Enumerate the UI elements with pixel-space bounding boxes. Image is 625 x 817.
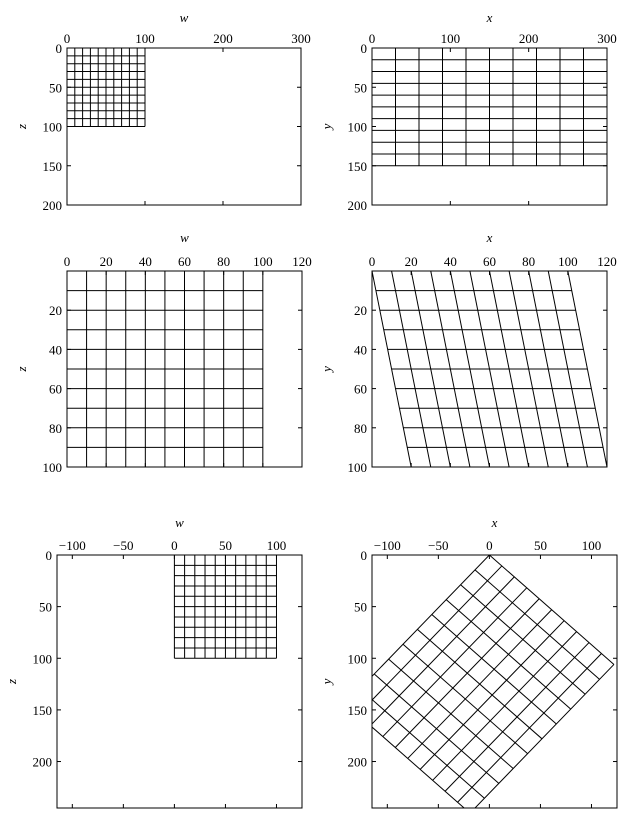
- grid-top-left: [67, 48, 145, 127]
- panel-top-left: [14, 10, 311, 213]
- grid-line-v-6: [403, 644, 528, 753]
- y-axis-label: z: [14, 366, 29, 372]
- y-tick-label: 80: [354, 420, 367, 436]
- x-tick-label: 0: [63, 31, 71, 46]
- y-tick-label: 150: [347, 158, 367, 174]
- x-tick-label: 200: [213, 31, 233, 46]
- x-tick-label: 60: [483, 254, 496, 269]
- y-tick-label: 0: [45, 548, 52, 563]
- y-tick-label: 60: [354, 381, 367, 397]
- panel-title: w: [179, 10, 189, 25]
- grid-top-right: [372, 48, 607, 166]
- grid-middle-right: [372, 271, 607, 467]
- panel-title: w: [175, 515, 184, 530]
- panel-middle-left: [14, 230, 312, 475]
- y-tick-label: 200: [32, 754, 52, 770]
- x-tick-label: 40: [138, 254, 152, 269]
- y-tick-label: 150: [347, 702, 367, 718]
- grid-bottom-right: [345, 555, 613, 813]
- grid-line-v-2: [461, 585, 586, 694]
- x-tick-label: 20: [404, 254, 418, 269]
- x-tick-label: 0: [368, 31, 376, 46]
- y-axis-label: z: [14, 123, 29, 130]
- y-tick-label: 100: [347, 460, 367, 475]
- panel-bottom-left: [4, 515, 302, 808]
- x-tick-label: −50: [428, 538, 449, 553]
- y-tick-label: 80: [49, 420, 62, 436]
- y-tick-label: 200: [42, 198, 62, 213]
- x-tick-label: 80: [522, 254, 536, 269]
- y-tick-label: 50: [354, 599, 367, 615]
- x-tick-label: 40: [443, 254, 457, 269]
- grid-line-v-8: [374, 674, 499, 783]
- x-tick-label: 100: [440, 31, 461, 46]
- grid-bottom-left: [174, 555, 276, 658]
- y-tick-label: 0: [55, 41, 62, 56]
- x-tick-label: 60: [178, 254, 191, 269]
- x-tick-label: 0: [486, 538, 493, 553]
- panel-title: w: [180, 230, 189, 245]
- x-tick-label: 20: [99, 254, 113, 269]
- y-tick-label: 50: [354, 80, 367, 96]
- y-tick-label: 200: [347, 754, 367, 770]
- y-axis-label: y: [319, 123, 334, 130]
- y-tick-label: 20: [49, 303, 62, 319]
- x-tick-label: 100: [253, 254, 273, 269]
- x-tick-label: 0: [171, 538, 178, 553]
- panel-top-right: [319, 10, 617, 213]
- y-axis-label: y: [319, 678, 334, 685]
- grid-line-v-0: [489, 555, 614, 664]
- y-tick-label: 0: [360, 548, 367, 563]
- grid-line-v-7: [389, 659, 514, 768]
- y-tick-label: 50: [39, 599, 52, 615]
- x-tick-label: 50: [218, 538, 232, 553]
- x-tick-label: 100: [135, 31, 155, 46]
- x-tick-label: −100: [58, 538, 86, 553]
- x-tick-label: 0: [63, 254, 71, 269]
- y-axis-label: y: [319, 366, 334, 372]
- x-tick-label: −50: [113, 538, 134, 553]
- y-tick-label: 0: [360, 41, 367, 56]
- y-tick-label: 100: [42, 119, 62, 135]
- grid-line-v-1: [475, 570, 600, 679]
- panel-bottom-right: [319, 515, 617, 813]
- y-tick-label: 40: [354, 342, 367, 358]
- x-tick-label: 100: [266, 538, 287, 553]
- x-tick-label: 80: [217, 254, 231, 269]
- y-tick-label: 20: [354, 303, 367, 319]
- y-tick-label: 100: [347, 651, 367, 667]
- y-tick-label: 50: [49, 80, 62, 96]
- y-axis-label: z: [4, 678, 19, 685]
- x-tick-label: 120: [292, 254, 312, 269]
- y-tick-label: 200: [347, 198, 367, 213]
- x-tick-label: 300: [291, 31, 311, 46]
- y-tick-label: 40: [49, 342, 62, 358]
- grid-line-v-5: [417, 629, 542, 738]
- y-tick-label: 150: [32, 702, 52, 718]
- x-tick-label: 100: [581, 538, 602, 553]
- grid-middle-left: [67, 271, 263, 467]
- frame-bottom-left: [57, 555, 302, 808]
- panel-title: x: [486, 230, 493, 245]
- panel-middle-right: [319, 230, 617, 475]
- grid-line-v-9: [360, 689, 485, 798]
- x-tick-label: 50: [533, 538, 547, 553]
- grid-line-v-4: [432, 614, 557, 723]
- x-tick-label: 120: [597, 254, 617, 269]
- frame-bottom-right: [372, 555, 617, 808]
- x-tick-label: −100: [373, 538, 401, 553]
- grid-line-v-3: [446, 600, 571, 709]
- panel-title: x: [486, 10, 493, 25]
- y-tick-label: 100: [32, 651, 52, 667]
- y-tick-label: 150: [42, 158, 62, 174]
- x-tick-label: 0: [368, 254, 376, 269]
- x-tick-label: 200: [518, 31, 539, 46]
- y-tick-label: 100: [42, 460, 62, 475]
- y-tick-label: 60: [49, 381, 62, 397]
- y-tick-label: 100: [347, 119, 367, 135]
- x-tick-label: 300: [597, 31, 617, 46]
- x-tick-label: 100: [558, 254, 578, 269]
- panel-title: x: [491, 515, 498, 530]
